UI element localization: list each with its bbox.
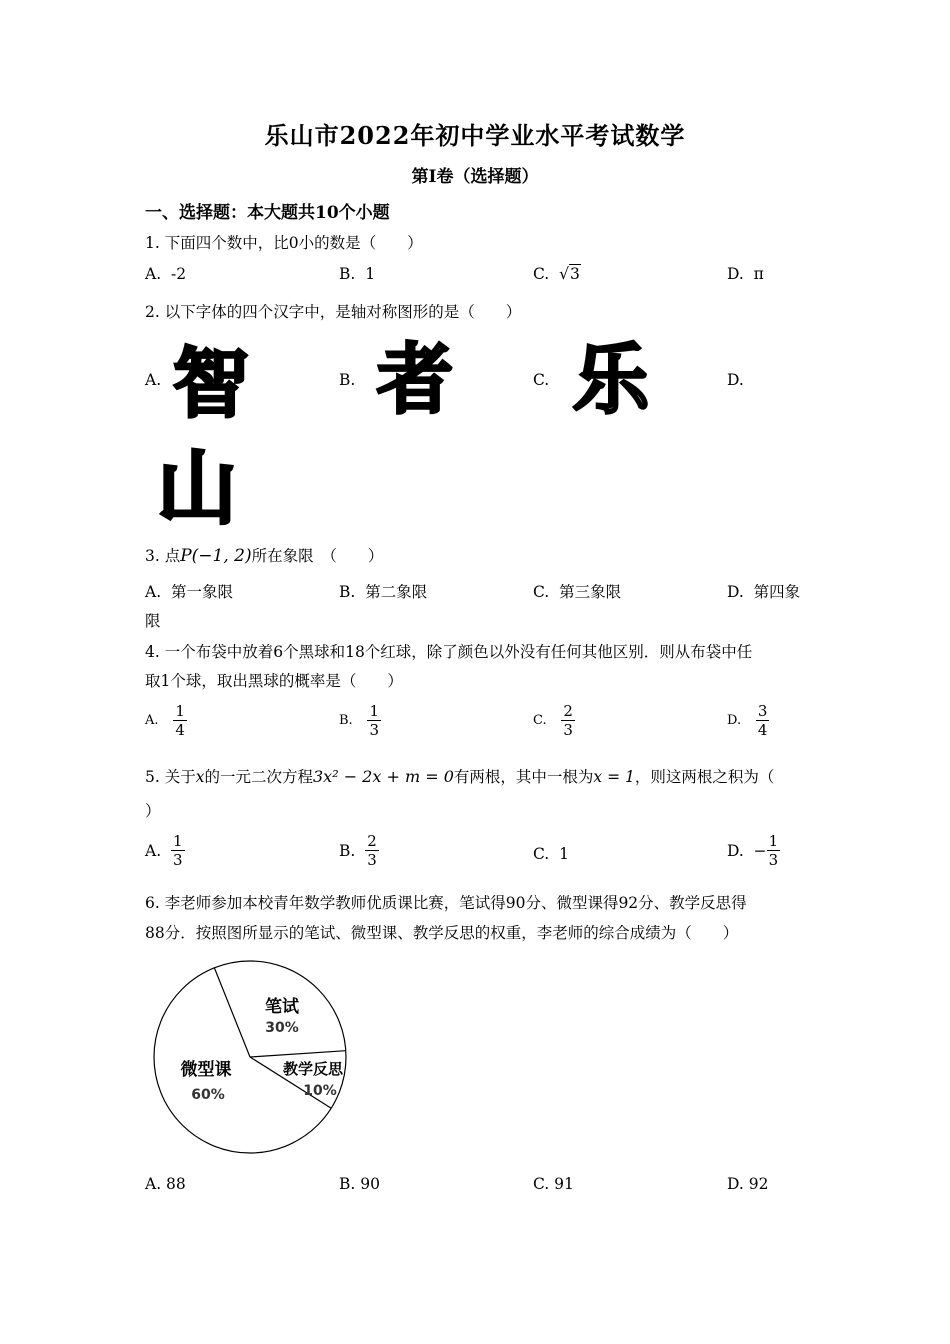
q1-option-b: B. 1 [339,265,376,283]
equation: 3x² − 2x + m = 0 [312,767,454,786]
q2-option-a-label: A. [145,371,162,389]
q4-option-b: B. $\frac{1}{3}$ [339,702,380,739]
q6-option-c: C. 91 [533,1175,574,1193]
question-6-line-2: 88分．按照图所显示的笔试、微型课、教学反思的权重，李老师的综合成绩为（ ） [145,924,739,942]
q4-option-d: D. $\frac{3}{4}$ [727,702,768,739]
q5-option-b: B. $\frac{2}{3}$ [339,832,377,869]
q6-option-d: D. 92 [727,1175,769,1193]
q2-option-d-label: D. [727,371,744,389]
question-1-stem: 1. 下面四个数中，比0小的数是（ ） [145,234,423,252]
glyph-zhi: 智 [173,340,249,424]
question-3-stem: 3. 点P(−1, 2)所在象限 （ ） [145,546,384,566]
question-4-line-2: 取1个球，取出黑球的概率是（ ） [145,672,403,690]
q5-option-c: C. 1 [533,845,569,863]
section-heading: 一、选择题：本大题共10个小题 [145,203,390,223]
q3-option-d-wrap: 限 [145,612,161,630]
slice-label-written-test: 笔试 [265,997,299,1017]
sqrt-symbol: √ [559,265,569,283]
slice-value-microlesson: 60% [191,1087,225,1103]
slice-label-microlesson: 微型课 [180,1060,232,1080]
slice-value-reflection: 10% [303,1083,337,1099]
q5-option-a: A. $\frac{1}{3}$ [145,832,183,869]
glyph-shan: 山 [157,444,237,528]
q6-option-b: B. 90 [339,1175,380,1193]
glyph-le: 乐 [573,336,649,420]
q3-option-c: C. 第三象限 [533,583,622,601]
page-title: 乐山市2022年初中学业水平考试数学 [264,121,686,150]
q3-option-b: B. 第二象限 [339,583,428,601]
q1-option-c: C. √3 [533,265,580,283]
glyph-zhe-image [370,336,460,420]
root-value: x = 1 [593,768,635,786]
q4-option-c: C. $\frac{2}{3}$ [533,702,573,739]
q6-option-a: A. 88 [145,1175,186,1193]
q3-option-d: D. 第四象 [727,583,801,601]
glyph-le-image [566,336,656,420]
glyph-zhi-image [166,340,256,424]
q1-option-d: D. π [727,265,764,283]
q1-option-a: A. -2 [145,265,187,283]
point-p: P(−1, 2) [180,546,252,566]
q5-option-d: D. − $\frac{1}{3}$ [727,832,779,869]
q2-option-b-label: B. [339,371,356,389]
question-2-stem: 2. 以下字体的四个汉字中，是轴对称图形的是（ ） [145,303,522,321]
slice-value-written-test: 30% [265,1020,299,1036]
q2-option-c-label: C. [533,371,550,389]
question-5-wrap: ） [145,802,161,820]
slice-label-reflection: 教学反思 [282,1060,344,1078]
q3-option-a: A. 第一象限 [145,583,233,601]
page-subtitle: 第Ⅰ卷（选择题） [411,167,539,187]
weight-pie-chart [150,958,360,1158]
question-5-stem: 5. 关于x的一元二次方程3x² − 2x + m = 0有两根，其中一根为x = 1，则这两根之积为（ [145,767,775,786]
question-4-line-1: 4. 一个布袋中放着6个黑球和18个红球，除了颜色以外没有任何其他区别．则从布袋中任 [145,643,753,661]
question-6-line-1: 6. 李老师参加本校青年数学教师优质课比赛，笔试得90分、微型课得92分、教学反思得 [145,894,747,912]
q4-option-a: A. $\frac{1}{4}$ [145,702,185,739]
glyph-zhe: 者 [377,336,453,420]
glyph-shan-image [152,444,242,528]
